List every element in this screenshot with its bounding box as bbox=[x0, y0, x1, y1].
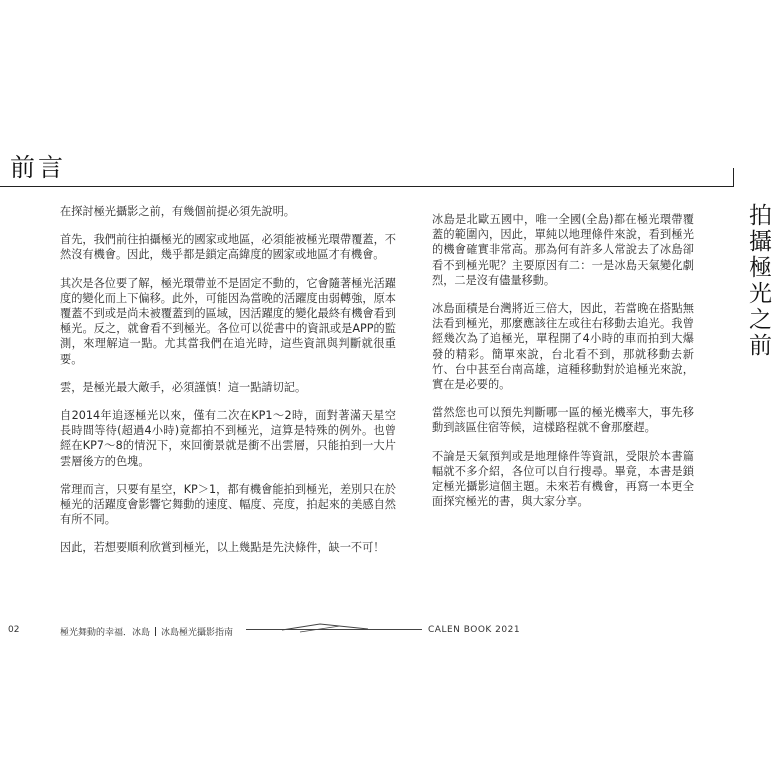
paragraph: 冰島是北歐五國中，唯一全國(全島)都在極光環帶覆蓋的範圍內，因此，單純以地理條件來說，看到極光的機會確實非常高。那為何有許多人常說去了冰島卻看不到極光呢？主要原因有二：一是冰島天氣變化劇烈，二是沒有儘量移動。 bbox=[432, 213, 694, 287]
paragraph: 常理而言，只要有星空，KP＞1，都有機會能拍到極光，差別只在於極光的活躍度會影響它舞動的速度、幅度、亮度，拍起來的美感自然有所不同。 bbox=[60, 482, 396, 527]
page-number: 02 bbox=[8, 625, 20, 635]
paragraph: 自2014年追逐極光以來，僅有二次在KP1～2時，面對著滿天星空長時間等待(超過4小時)竟都拍不到極光，這算是特殊的例外。也曾經在KP7～8的情況下，來回衝景就是衝不出雲層，只能拍到一大片雲層後方的色塊。 bbox=[60, 409, 396, 468]
page-title: 前言 bbox=[10, 153, 67, 182]
paragraph: 當然您也可以預先判斷哪一區的極光機率大，事先移動到該區住宿等候，這樣路程就不會那麼趕。 bbox=[432, 406, 694, 435]
side-title-vertical: 拍攝極光之前 bbox=[745, 203, 771, 359]
paragraph: 首先，我們前往拍攝極光的國家或地區，必須能被極光環帶覆蓋，不然沒有機會。因此，幾乎都是鎖定高緯度的國家或地區才有機會。 bbox=[60, 233, 396, 262]
paragraph: 不論是天氣預判或是地理條件等資訊，受限於本書篇幅就不多介紹，各位可以自行搜尋。畢竟，本書是鎖定極光攝影這個主題。未來若有機會，再寫一本更全面探究極光的書，與大家分享。 bbox=[432, 449, 694, 509]
paragraph: 其次是各位要了解，極光環帶並不是固定不動的，它會隨著極光活躍度的變化而上下偏移。此外，可能因為當晚的活躍度由弱轉強，原本覆蓋不到或是尚未被覆蓋到的區域，因活躍度的變化最終有機會看到極光。反之，就會看不到極光。各位可以從書中的資訊或是APP的監測，來理解這一點。尤其當我們在追光時，這些資訊與判斷就很重要。 bbox=[60, 276, 396, 366]
header-rule-tick bbox=[733, 168, 734, 187]
book-subtitle: 冰島極光攝影指南 bbox=[161, 628, 234, 638]
paragraph: 在探討極光攝影之前，有幾個前提必須先說明。 bbox=[60, 205, 295, 218]
paragraph: 因此，若想要順利欣賞到極光，以上幾點是先決條件，缺一不可！ bbox=[60, 541, 385, 555]
left-column bbox=[60, 204, 396, 569]
paragraph: 冰島面積是台灣將近三倍大，因此，若當晚在搭點無法看到極光，那麼應該往左或往右移動去追光。我曾經幾次為了追極光，單程開了4小時的車而拍到大爆發的精彩。簡單來說，台北看不到，那就移動去新竹、台中甚至台南高雄，這種移動對於追極光來說，實在是必要的。 bbox=[432, 302, 694, 392]
paragraph: 雲，是極光最大敵手，必須謹慎！這一點請切記。 bbox=[60, 380, 307, 394]
right-column bbox=[432, 212, 694, 522]
header-rule bbox=[0, 186, 733, 187]
book-title: 極光舞動的幸福．冰島 bbox=[60, 628, 151, 638]
footer-brand: CALEN BOOK 2021 bbox=[428, 625, 521, 635]
footer-book-title bbox=[60, 625, 233, 638]
footer-squiggle-icon bbox=[280, 620, 370, 636]
footer-divider bbox=[155, 627, 156, 636]
